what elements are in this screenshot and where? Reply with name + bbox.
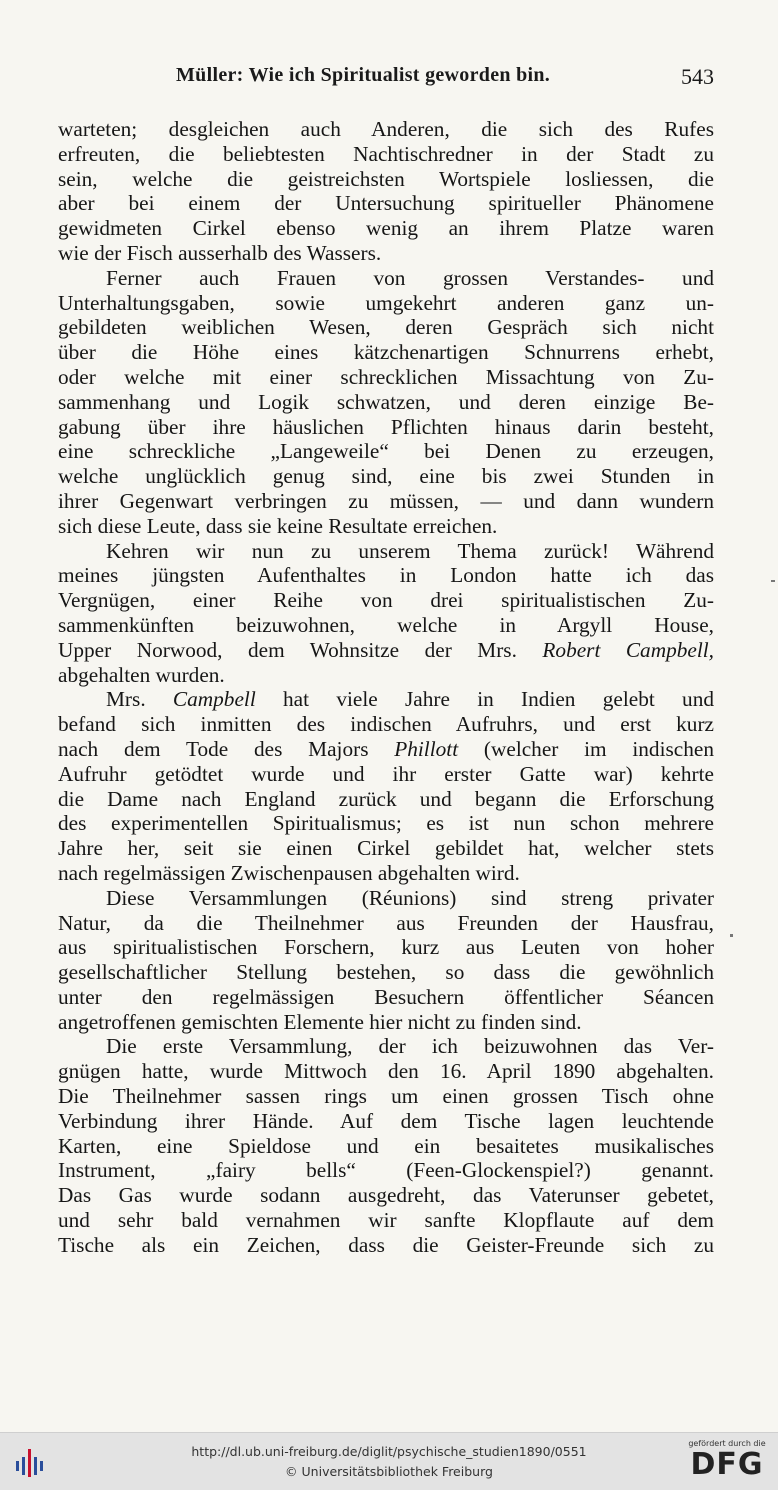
- text-line: [58, 762, 714, 787]
- text-run: gewidmeten Cirkel ebenso wenig an ihrem Platze waren: [58, 216, 714, 241]
- text-run: Vergnügen, einer Reihe von drei spiritualistischen Zu-: [58, 588, 714, 613]
- italic-name: Phillott: [394, 736, 459, 761]
- text-run: Instrument, „fairy bells“ (Feen-Glockenspiel?) genannt.: [58, 1158, 714, 1183]
- text-run: Natur, da die Theilnehmer aus Freunden der Hausfrau,: [58, 910, 714, 935]
- text-run: des experimentellen Spiritualismus; es ist nun schon mehrere: [58, 811, 714, 836]
- text-run: welche unglücklich genug sind, eine bis zwei Stunden in: [58, 464, 714, 489]
- text-run: sein, welche die geistreichsten Wortspiele losliessen, die: [58, 166, 714, 191]
- dfg-caption: gefördert durch die: [688, 1439, 766, 1448]
- text-run: gnügen hatte, wurde Mittwoch den 16. April 1890 abgehalten.: [58, 1059, 714, 1084]
- source-url-link[interactable]: http://dl.ub.uni-freiburg.de/diglit/psychische_studien1890/0551: [191, 1444, 587, 1459]
- text-run: warteten; desgleichen auch Anderen, die sich des Rufes: [58, 117, 714, 141]
- text-line: [58, 142, 714, 167]
- text-line: [58, 985, 714, 1010]
- italic-name: Robert Campbell,: [542, 637, 714, 662]
- text-run: Upper Norwood, dem Wohnsitze der Mrs.: [58, 637, 543, 662]
- text-run: sich diese Leute, dass sie keine Resultate erreichen.: [58, 513, 498, 538]
- text-run: (welcher im indischen: [458, 736, 714, 761]
- italic-name: Campbell: [172, 687, 256, 712]
- scan-speck: [730, 934, 733, 937]
- text-run: und sehr bald vernahmen wir sanfte Klopflaute auf dem: [58, 1208, 714, 1233]
- text-run: Kehren wir nun zu unserem Thema zurück! Während: [106, 538, 714, 563]
- text-run: Karten, eine Spieldose und ein besaitetes musikalisches: [58, 1133, 714, 1158]
- dfg-mark: DFG: [690, 1447, 764, 1482]
- text-line: [58, 464, 714, 489]
- text-run: Diese Versammlungen (Réunions) sind streng privater: [106, 885, 714, 910]
- text-line: [58, 390, 714, 415]
- text-line: [58, 167, 714, 192]
- text-run: Jahre her, seit sie einen Cirkel gebildet hat, welcher stets: [58, 836, 714, 861]
- text-line: [58, 514, 714, 539]
- text-line: [58, 687, 714, 712]
- scan-speck: [771, 580, 775, 582]
- text-run: unter den regelmässigen Besuchern öffentlicher Séancen: [58, 984, 714, 1009]
- text-line: [58, 1034, 714, 1059]
- text-run: abgehalten wurden.: [58, 662, 225, 687]
- text-run: Ferner auch Frauen von grossen Verstandes- und: [106, 265, 714, 290]
- text-line: [58, 811, 714, 836]
- dfg-logo[interactable]: [684, 1439, 770, 1485]
- text-run: gesellschaftlicher Stellung bestehen, so dass die gewöhnlich: [58, 960, 714, 985]
- text-line: [58, 613, 714, 638]
- text-line: [58, 489, 714, 514]
- text-line: [58, 266, 714, 291]
- text-line: [58, 1109, 714, 1134]
- text-line: [58, 241, 714, 266]
- footer-bar: [0, 1432, 778, 1490]
- text-line: [58, 911, 714, 936]
- text-line: [58, 638, 714, 663]
- running-head: Müller: Wie ich Spiritualist geworden bin.: [176, 64, 551, 86]
- text-line: [58, 787, 714, 812]
- text-line: [58, 1010, 714, 1035]
- text-line: [58, 1134, 714, 1159]
- text-run: gabung über ihre häuslichen Pflichten hinaus darin besteht,: [58, 414, 714, 439]
- text-line: [58, 1183, 714, 1208]
- text-run: Mrs.: [106, 687, 173, 712]
- text-run: erfreuten, die beliebtesten Nachtischredner in der Stadt zu: [58, 141, 714, 166]
- text-line: [58, 712, 714, 737]
- text-run: Die Theilnehmer sassen rings um einen grossen Tisch ohne: [58, 1084, 714, 1109]
- text-line: [58, 216, 714, 241]
- text-line: [58, 291, 714, 316]
- text-line: [58, 315, 714, 340]
- text-line: [58, 117, 714, 142]
- text-line: [58, 1233, 714, 1258]
- text-run: sammenhang und Logik schwatzen, und deren einzige Be-: [58, 389, 714, 414]
- text-line: [58, 886, 714, 911]
- text-line: [58, 663, 714, 688]
- text-line: [58, 588, 714, 613]
- text-line: [58, 539, 714, 564]
- text-line: [58, 439, 714, 464]
- text-run: aber bei einem der Untersuchung spiritueller Phänomene: [58, 191, 714, 216]
- text-line: [58, 737, 714, 762]
- text-line: [58, 1208, 714, 1233]
- text-line: [58, 1059, 714, 1084]
- text-line: [58, 340, 714, 365]
- text-line: [58, 365, 714, 390]
- text-line: [58, 1084, 714, 1109]
- text-run: Die erste Versammlung, der ich beizuwohnen das Ver-: [106, 1034, 714, 1059]
- text-run: nach dem Tode des Majors: [58, 736, 395, 761]
- text-line: [58, 191, 714, 216]
- text-line: [58, 935, 714, 960]
- text-run: über die Höhe eines kätzchenartigen Schnurrens erhebt,: [58, 340, 714, 365]
- text-run: gebildeten weiblichen Wesen, deren Gespräch sich nicht: [58, 315, 714, 340]
- text-run: Unterhaltungsgaben, sowie umgekehrt anderen ganz un-: [58, 290, 714, 315]
- text-run: Tische als ein Zeichen, dass die Geister-Freunde sich zu: [58, 1232, 714, 1257]
- text-run: Aufruhr getödtet wurde und ihr erster Gatte war) kehrte: [58, 761, 714, 786]
- text-run: oder welche mit einer schrecklichen Missachtung von Zu-: [58, 364, 714, 389]
- page-number: 543: [681, 64, 714, 89]
- text-run: Das Gas wurde sodann ausgedreht, das Vaterunser gebetet,: [58, 1183, 714, 1208]
- text-line: [58, 1158, 714, 1183]
- text-line: [58, 960, 714, 985]
- text-run: wie der Fisch ausserhalb des Wassers.: [58, 240, 382, 265]
- text-run: die Dame nach England zurück und begann die Erforschung: [58, 786, 714, 811]
- text-run: aus spiritualistischen Forschern, kurz aus Leuten von hoher: [58, 935, 714, 960]
- text-run: angetroffenen gemischten Elemente hier nicht zu finden sind.: [58, 1009, 582, 1034]
- body-text: [58, 117, 714, 1258]
- text-line: [58, 836, 714, 861]
- text-run: hat viele Jahre in Indien gelebt und: [255, 687, 714, 712]
- text-run: meines jüngsten Aufenthaltes in London hatte ich das: [58, 563, 714, 588]
- text-run: sammenkünften beizuwohnen, welche in Argyll House,: [58, 612, 714, 637]
- text-line: [58, 861, 714, 886]
- copyright-notice: © Universitätsbibliothek Freiburg: [285, 1464, 493, 1479]
- text-run: ihrer Gegenwart verbringen zu müssen, — und dann wundern: [58, 488, 714, 513]
- text-line: [58, 415, 714, 440]
- text-line: [58, 563, 714, 588]
- text-run: eine schreckliche „Langeweile“ bei Denen zu erzeugen,: [58, 439, 714, 464]
- text-run: befand sich inmitten des indischen Aufruhrs, und erst kurz: [58, 712, 714, 737]
- text-run: nach regelmässigen Zwischenpausen abgehalten wird.: [58, 860, 520, 885]
- page-header: [58, 64, 714, 98]
- text-run: Verbindung ihrer Hände. Auf dem Tische lagen leuchtende: [58, 1108, 714, 1133]
